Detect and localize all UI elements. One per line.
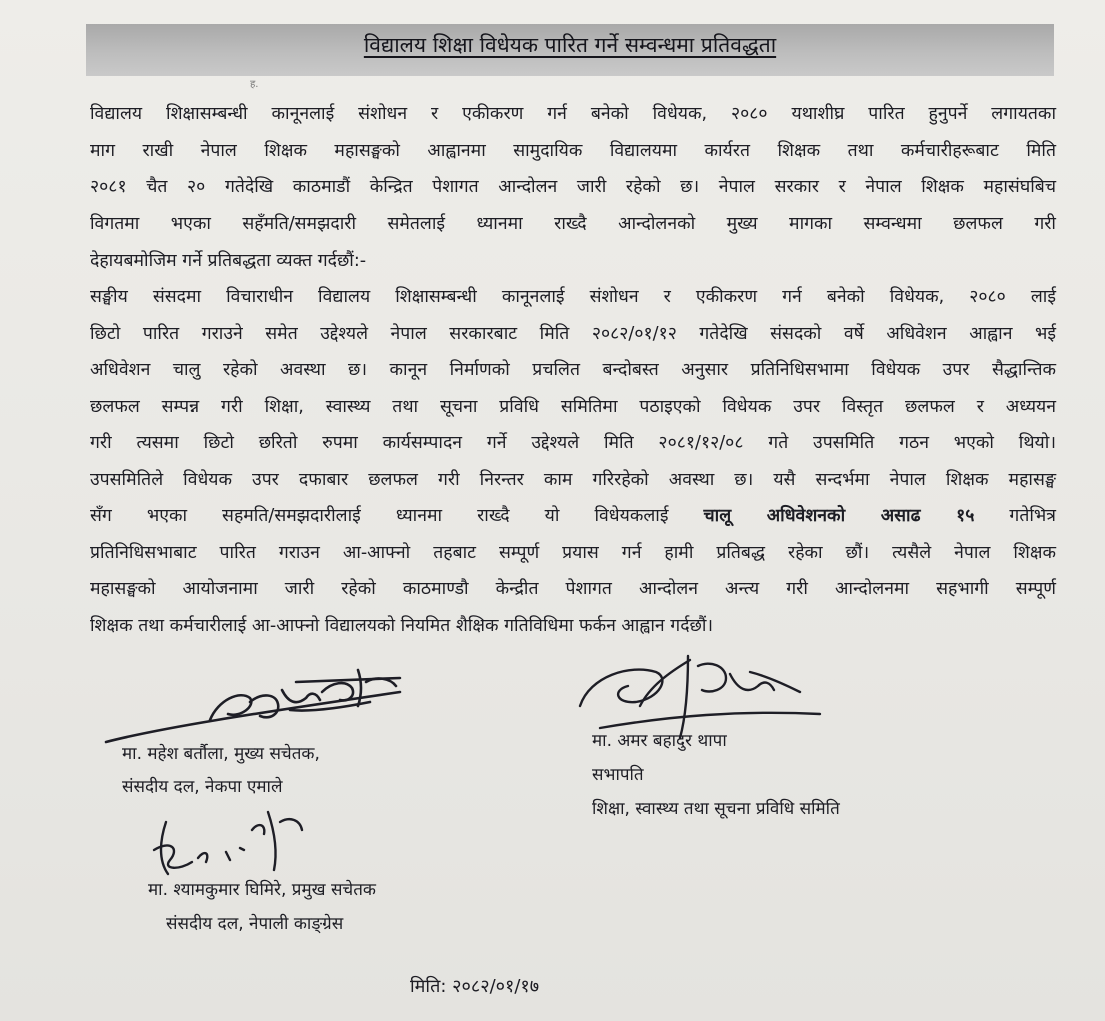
body-line: प्रतिनिधिसभाबाट पारित गराउन आ-आफ्नो तहबाट सम्पूर्ण प्रयास गर्न हामी प्रतिबद्ध रहेका छौं। त्यसैले नेपाल शिक्षक bbox=[90, 543, 1056, 563]
signatory-1-name: मा. महेश बर्तौला, मुख्य सचेतक, bbox=[122, 744, 320, 764]
body-line: शिक्षक तथा कर्मचारीलाई आ-आफ्नो विद्यालयको नियमित शैक्षिक गतिविधिमा फर्कन आह्वान गर्दछौं। bbox=[90, 616, 714, 636]
body-line: अधिवेशन चालु रहेको अवस्था छ। कानून निर्माणको प्रचलित बन्दोबस्त अनुसार प्रतिनिधिसभामा विधेयक उपर सैद्धान्तिक bbox=[90, 360, 1056, 380]
signature-shyam-kumar-ghimire bbox=[140, 800, 310, 885]
signature-mahesh-bartaula bbox=[100, 662, 420, 747]
body-line: माग राखी नेपाल शिक्षक महासङ्घको आह्वानमा सामुदायिक विद्यालयमा कार्यरत शिक्षक तथा कर्मचारीहरूबाट मिति bbox=[90, 141, 1056, 161]
commitment-text-before: सँग भएका सहमति/समझदारीलाई ध्यानमा राख्दै यो विधेयकलाई bbox=[90, 506, 704, 526]
signatory-2-committee: शिक्षा, स्वास्थ्य तथा सूचना प्रविधि समिति bbox=[592, 799, 840, 819]
document-date: मिति: २०८२/०१/१७ bbox=[410, 976, 540, 997]
commitment-text-after: गतेभित्र bbox=[974, 506, 1056, 526]
stray-mark: ह. bbox=[250, 79, 259, 90]
body-line: महासङ्घको आयोजनामा जारी रहेको काठमाण्डौ केन्द्रीत पेशागत आन्दोलन अन्त्य गरी आन्दोलनमा सहभागी सम्पूर्ण bbox=[90, 579, 1056, 599]
signatory-1-role: संसदीय दल, नेकपा एमाले bbox=[122, 777, 283, 797]
body-line-commitment bbox=[90, 503, 1056, 529]
signatory-2-role: सभापति bbox=[592, 765, 644, 785]
body-line: सङ्घीय संसदमा विचाराधीन विद्यालय शिक्षासम्बन्धी कानूनलाई संशोधन र एकीकरण गर्न बनेको विधेयक, २०८० लाई bbox=[90, 287, 1056, 307]
body-line: २०८१ चैत २० गतेदेखि काठमाडौं केन्द्रित पेशागत आन्दोलन जारी रहेको छ। नेपाल सरकार र नेपाल शिक्षक महासंघबिच bbox=[90, 177, 1056, 197]
signatory-3-role: संसदीय दल, नेपाली काङ्ग्रेस bbox=[166, 914, 344, 934]
body-line: छलफल सम्पन्न गरी शिक्षा, स्वास्थ्य तथा सूचना प्रविधि समितिमा पठाइएको विधेयक उपर विस्तृत छलफल र अध्ययन bbox=[90, 397, 1056, 417]
body-line: विद्यालय शिक्षासम्बन्धी कानूनलाई संशोधन र एकीकरण गर्न बनेको विधेयक, २०८० यथाशीघ्र पारित हुनुपर्ने लगायतका bbox=[90, 104, 1056, 124]
body-line: देहायबमोजिम गर्ने प्रतिबद्धता व्यक्त गर्दछौं:- bbox=[90, 251, 367, 271]
commitment-deadline: चालू अधिवेशनको असाढ १५ bbox=[703, 506, 975, 526]
document-title: विद्यालय शिक्षा विधेयक पारित गर्ने सम्वन्धमा प्रतिवद्धता bbox=[363, 33, 777, 57]
body-line: विगतमा भएका सहँमति/समझदारी समेतलाई ध्यानमा राख्दै आन्दोलनको मुख्य मागका सम्वन्धमा छलफल गरी bbox=[90, 214, 1056, 234]
body-line: उपसमितिले विधेयक उपर दफाबार छलफल गरी निरन्तर काम गरिरहेको अवस्था छ। यसै सन्दर्भमा नेपाल शिक्षक महासङ्घ bbox=[90, 470, 1056, 490]
signatory-2-name: मा. अमर बहादुर थापा bbox=[592, 731, 727, 751]
signatory-3-name: मा. श्यामकुमार घिमिरे, प्रमुख सचेतक bbox=[148, 880, 376, 900]
signature-amar-bahadur-thapa bbox=[570, 646, 830, 741]
body-line: गरी त्यसमा छिटो छरितो रुपमा कार्यसम्पादन गर्ने उद्देश्यले मिति २०८१/१२/०८ गते उपसमिति गठन भएको थियो। bbox=[90, 433, 1056, 453]
body-line: छिटो पारित गराउने समेत उद्देश्यले नेपाल सरकारबाट मिति २०८२/०१/१२ गतेदेखि संसदको वर्षे अधिवेशन आह्वान भई bbox=[90, 324, 1056, 344]
